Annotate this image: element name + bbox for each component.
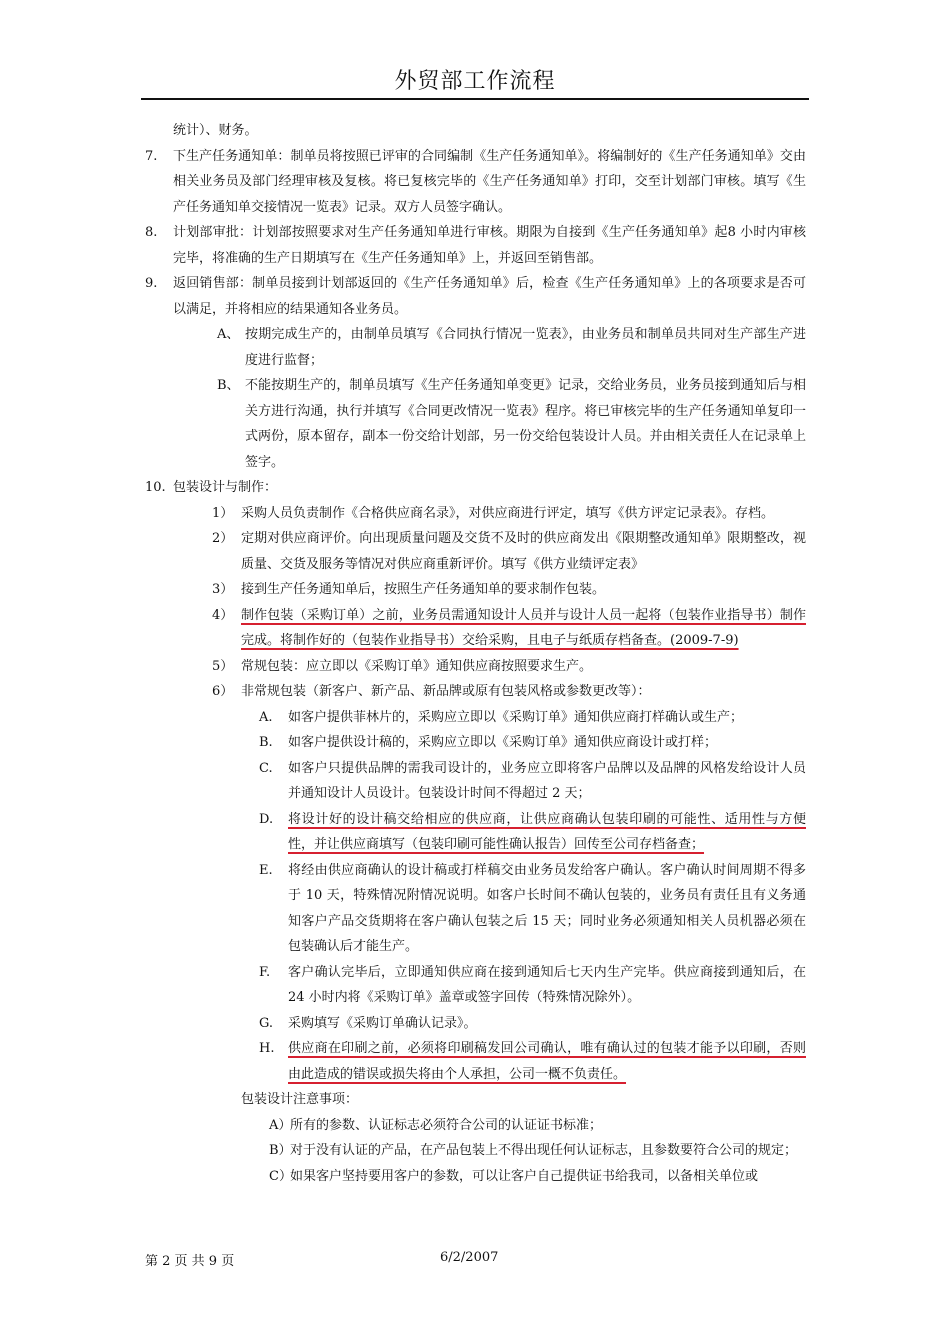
item-number: 3） [212,582,234,597]
list-item [0,730,950,756]
list-item [0,501,950,527]
item-text: 如客户提供菲林片的，采购应立即以《采购订单》通知供应商打样确认或生产； [288,709,744,725]
item-text: 包装设计注意事项： [241,1092,359,1107]
item-number: 6） [212,684,234,699]
footer-page-number: 第 2 页 共 9 页 [145,1254,235,1269]
item-text [241,603,806,654]
item-number: 9. [145,276,158,291]
header-rule [141,98,809,100]
item-text: 定期对供应商评价。向出现质量问题及交货不及时的供应商发出《限期整改通知单》限期整改，视质量、交货及服务等情况对供应商重新评价。填写《供方业绩评定表》 [241,531,806,572]
item-text: 所有的参数、认证标志必须符合公司的认证证书标准； [290,1117,603,1133]
list-item [0,577,950,603]
footer-date: 6/2/2007 [440,1250,499,1265]
item-number: 10. [145,480,166,495]
item-text: 采购人员负责制作《合格供应商名录》，对供应商进行评定，填写《供方评定记录表》。存档。 [241,505,775,521]
item-number: D. [259,811,274,827]
list-item [0,322,950,373]
item-number: F. [259,964,271,980]
item-text: 接到生产任务通知单后，按照生产任务通知单的要求制作包装。 [241,582,606,597]
item-text: 如客户只提供品牌的需我司设计的，业务应立即将客户品牌以及品牌的风格发给设计人员并通知设计人员设计。包装设计时间不得超过 2 天； [288,760,806,801]
list-item [0,756,950,807]
item-text [288,807,806,858]
item-number: H. [259,1041,275,1056]
item-text: 将经由供应商确认的设计稿或打样稿交由业务员发给客户确认。客户确认时间周期不得多于 10 天，特殊情况附情况说明。如客户长时间不确认包装的，业务员有责任且有义务通知客户产品交货期将在客户确认包装之后 15 天；同时业务必须通知相关人员机器必须在包装确认后才能生产。 [288,862,806,954]
list-item [0,858,950,960]
list-item [0,807,950,858]
page-title: 外贸部工作流程 [394,69,556,94]
item-number: 4） [212,607,234,623]
item-number: 8. [145,225,158,240]
red-underline-annotation: 制作包装（采购订单）之前，业务员需通知设计人员并与设计人员一起将（包装作业指导书）制作完成。将制作好的（包装作业指导书）交给采购，且电子与纸质存档备查。(2009-7-9) [241,607,806,648]
list-item [0,373,950,475]
item-text: 客户确认完毕后，立即通知供应商在接到通知后七天内生产完毕。供应商接到通知后，在 24 小时内将《采购订单》盖章或签字回传（特殊情况除外）。 [288,964,806,1005]
list-item [0,603,950,654]
list-item [0,1113,950,1139]
item-text [288,1036,806,1087]
list-item [0,1164,950,1190]
item-number: A） [269,1117,292,1133]
list-item [0,271,950,322]
list-item [0,960,950,1011]
item-number: C. [259,760,273,776]
item-text: 统计）、财务。 [173,123,258,138]
list-item [0,144,950,221]
document-body [0,118,950,1189]
list-item [0,705,950,731]
item-number: B） [269,1143,292,1158]
list-item [0,118,950,144]
red-underline-annotation: 将设计好的设计稿交给相应的供应商，让供应商确认包装印刷的可能性、适用性与方便性，并让供应商填写（包装印刷可能性确认报告）回传至公司存档备查； [288,811,806,852]
item-text: 采购填写《采购订单确认记录》。 [288,1015,477,1031]
item-number: A. [259,709,273,725]
item-text: 不能按期生产的，制单员填写《生产任务通知单变更》记录，交给业务员，业务员接到通知后与相关方进行沟通，执行并填写《合同更改情况一览表》程序。将已审核完毕的生产任务通知单复印一式两份，原本留存，副本一份交给计划部，另一份交给包装设计人员。并由相关责任人在记录单上签字。 [245,378,806,470]
list-item [0,475,950,501]
item-number: 7. [145,148,158,164]
item-text: 按期完成生产的，由制单员填写《合同执行情况一览表》，由业务员和制单员共同对生产部生产进度进行监督； [245,327,806,368]
list-item [0,220,950,271]
item-number: 2） [212,531,234,546]
list-item [0,1036,950,1087]
item-number: A、 [217,327,240,342]
item-text: 非常规包装（新客户、新产品、新品牌或原有包装风格或参数更改等）： [241,684,651,699]
item-text: 如客户提供设计稿的，采购应立即以《采购订单》通知供应商设计或打样； [288,735,718,750]
item-number: C） [269,1168,292,1184]
item-number: E. [259,862,273,878]
list-item [0,679,950,705]
list-item [0,1087,950,1113]
item-text: 常规包装：应立即以《采购订单》通知供应商按照要求生产。 [241,658,593,674]
item-text: 下生产任务通知单：制单员将按照已评审的合同编制《生产任务通知单》。将编制好的《生产任务通知单》交由相关业务员及部门经理审核及复核。将已复核完毕的《生产任务通知单》打印，交至计划部门审核。填写《生产任务通知单交接情况一览表》记录。双方人员签字确认。 [173,148,806,215]
item-text: 包装设计与制作： [173,480,278,495]
item-text: 如果客户坚持要用客户的参数，可以让客户自己提供证书给我司，以备相关单位或 [290,1168,759,1184]
list-item [0,526,950,577]
item-text: 对于没有认证的产品，在产品包装上不得出现任何认证标志，且参数要符合公司的规定； [290,1143,798,1158]
item-number: B、 [217,378,240,393]
item-number: 5） [212,658,234,674]
red-underline-annotation: 供应商在印刷之前，必须将印刷稿发回公司确认，唯有确认过的包装才能予以印刷，否则由此造成的错误或损失将由个人承担，公司一概不负责任。 [288,1041,806,1082]
item-number: B. [259,735,273,750]
item-text: 计划部审批：计划部按照要求对生产任务通知单进行审核。期限为自接到《生产任务通知单》起8 小时内审核完毕，将准确的生产日期填写在《生产任务通知单》上，并返回至销售部。 [173,225,806,266]
list-item [0,1011,950,1037]
item-text: 返回销售部：制单员接到计划部返回的《生产任务通知单》后，检查《生产任务通知单》上的各项要求是否可以满足，并将相应的结果通知各业务员。 [173,276,806,317]
list-item [0,1138,950,1164]
list-item [0,654,950,680]
item-number: 1） [212,505,234,521]
item-number: G. [259,1015,274,1031]
